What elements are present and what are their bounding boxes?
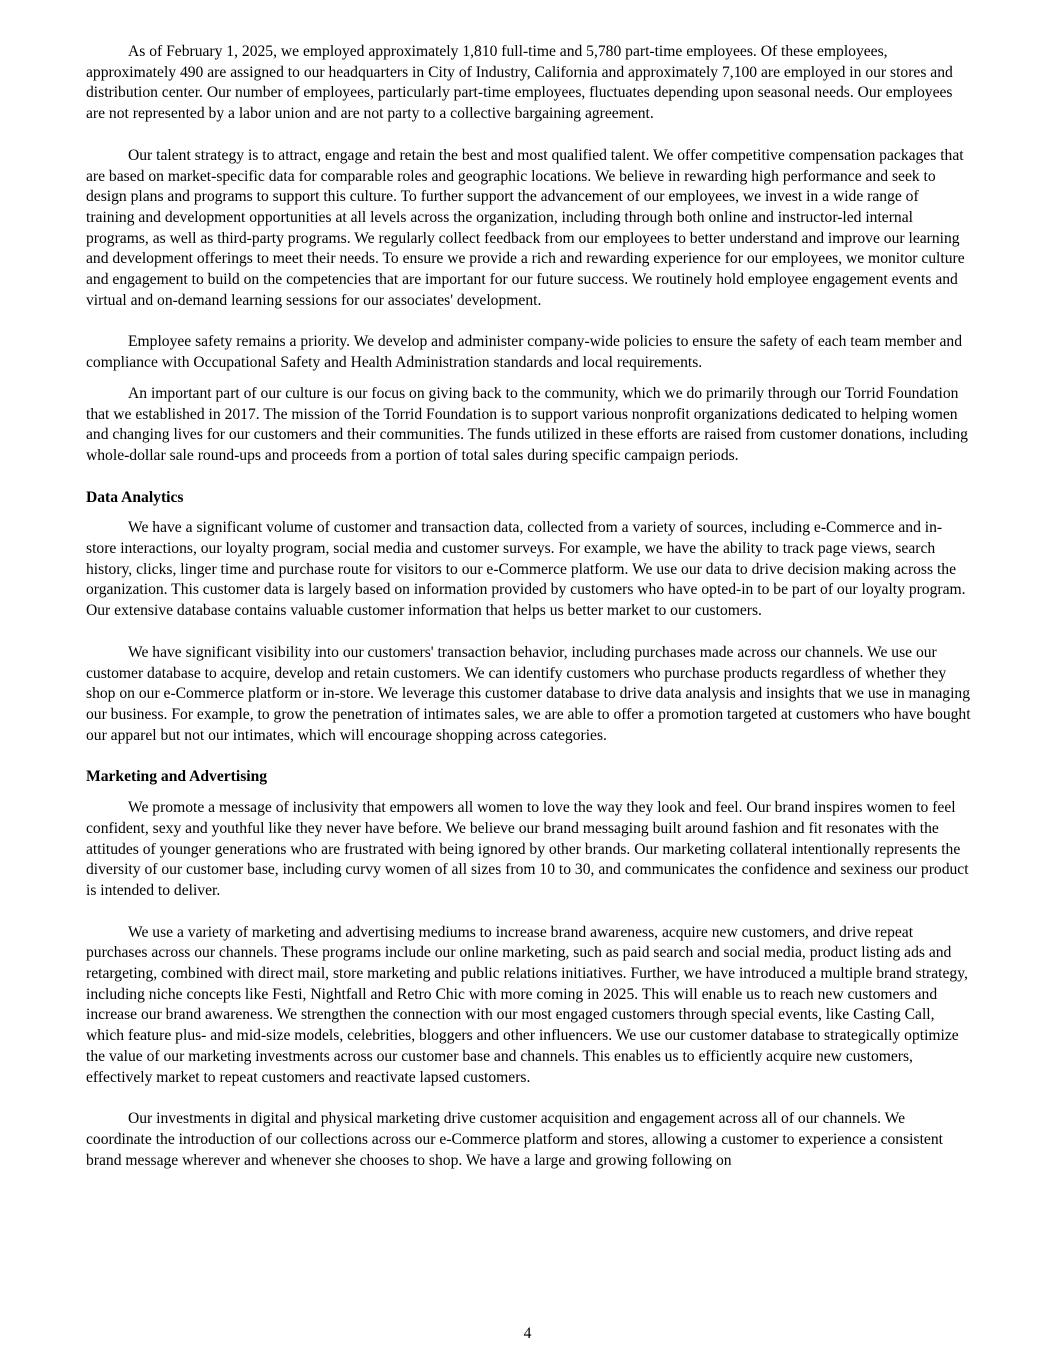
section-heading-marketing: Marketing and Advertising	[86, 768, 268, 786]
paragraph-talent-strategy: Our talent strategy is to attract, engage and retain the best and most qualified talent. We offer competitive compensation packages that are based on market-specific data for comparable roles and geographic locations. We believe in rewarding high performance and seek to design plans and programs to support this culture. To further support the advancement of our employees, we invest in a wide range of training and development opportunities at all levels across the organization, including through both online and instructor-led internal programs, as well as third-party programs. We regularly collect feedback from our employees to better understand and improve our learning and development offerings to meet their needs. To ensure we provide a rich and rewarding experience for our employees, we monitor culture and engagement to build on the competencies that are important for our future success. We routinely hold employee engagement events and virtual and on-demand learning sessions for our associates' development.	[86, 146, 965, 309]
document-page	[86, 42, 971, 1171]
page-number: 4	[523, 1325, 532, 1342]
paragraph-data-analytics-1: We have a significant volume of customer and transaction data, collected from a variety of sources, including e-Commerce and in-store interactions, our loyalty program, social media and customer surveys. For example, we have the ability to track page views, search history, clicks, linger time and purchase route for visitors to our e-Commerce platform. We use our data to drive decision making across the organization. This customer data is largely based on information provided by customers who have opted-in to be part of our loyalty program. Our extensive database contains valuable customer information that helps us better market to our customers.	[86, 519, 966, 620]
paragraph-marketing-2: We use a variety of marketing and advertising mediums to increase brand awareness, acquire new customers, and drive repeat purchases across our channels. These programs include our online marketing, such as paid search and social media, product listing ads and retargeting, combined with direct mail, store marketing and public relations initiatives. Further, we have introduced a multiple brand strategy, including niche concepts like Festi, Nightfall and Retro Chic with more coming in 2025. This will enable us to reach new customers and increase our brand awareness. We strengthen the connection with our most engaged customers through special events, like Casting Call, which feature plus- and mid-size models, celebrities, bloggers and other influencers. We use our customer database to strategically optimize the value of our marketing investments across our customer base and channels. This enables us to efficiently acquire new customers, effectively market to repeat customers and reactivate lapsed customers.	[86, 923, 968, 1086]
paragraph-marketing-3: Our investments in digital and physical marketing drive customer acquisition and engagement across all of our channels. We coordinate the introduction of our collections across our e-Commerce platform and stores, allowing a customer to experience a consistent brand message wherever and whenever she chooses to shop. We have a large and growing following on	[86, 1110, 943, 1169]
paragraph-marketing-1: We promote a message of inclusivity that empowers all women to love the way they look and feel. Our brand inspires women to feel confident, sexy and youthful like they never have before. We believe our brand messaging built around fashion and fit resonates with the attitudes of younger generations who are frustrated with being ignored by other brands. Our marketing collateral intentionally represents the diversity of our customer base, including curvy women of all sizes from 10 to 30, and communicates the confidence and sexiness our product is intended to deliver.	[86, 799, 969, 899]
section-heading-data-analytics: Data Analytics	[86, 488, 184, 506]
paragraph-torrid-foundation: An important part of our culture is our focus on giving back to the community, which we do primarily through our Torrid Foundation that we established in 2017. The mission of the Torrid Foundation is to support various nonprofit organizations dedicated to helping women and changing lives for our customers and their communities. The funds utilized in these efforts are raised from customer donations, including whole-dollar sale round-ups and proceeds from a portion of total sales during specific campaign periods.	[86, 384, 968, 464]
paragraph-data-analytics-2: We have significant visibility into our customers' transaction behavior, including purchases made across our channels. We use our customer database to acquire, develop and retain customers. We can identify customers who purchase products regardless of whether they shop on our e-Commerce platform or in-store. We leverage this customer database to drive data analysis and insights that we use in managing our business. For example, to grow the penetration of intimates sales, we are able to offer a promotion targeted at customers who have bought our apparel but not our intimates, which will encourage shopping across categories.	[86, 643, 971, 744]
paragraph-employee-safety: Employee safety remains a priority. We develop and administer company-wide policies to ensure the safety of each team member and compliance with Occupational Safety and Health Administration standards and local requirements.	[86, 333, 963, 372]
paragraph-employees: As of February 1, 2025, we employed approximately 1,810 full-time and 5,780 part-time employees. Of these employees, approximately 490 are assigned to our headquarters in City of Industry, California and approximately 7,100 are employed in our stores and distribution center. Our number of employees, particularly part-time employees, fluctuates depending upon seasonal needs. Our employees are not represented by a labor union and are not party to a collective bargaining agreement.	[86, 43, 953, 123]
